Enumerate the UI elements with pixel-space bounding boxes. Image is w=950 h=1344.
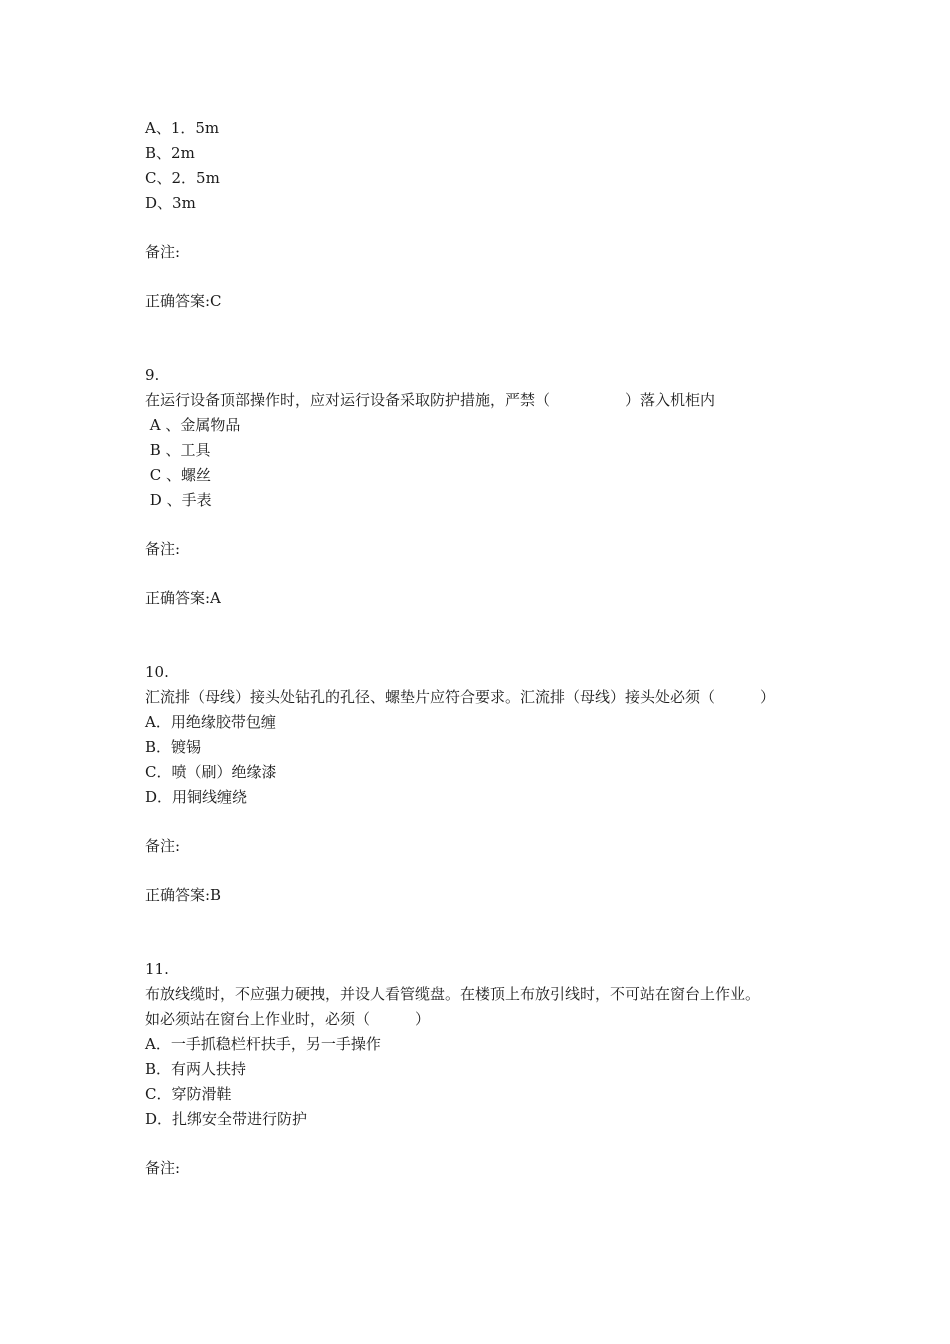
option-b: B、2m (145, 144, 195, 162)
correct-answer: 正确答案:A (145, 589, 221, 607)
note-label: 备注: (145, 1159, 181, 1177)
option-a: A 、金属物品 (145, 416, 241, 434)
option-b: B．有两人扶持 (145, 1060, 247, 1078)
question-8 (145, 116, 845, 314)
option-c: C．穿防滑鞋 (145, 1085, 232, 1103)
option-a: A．用绝缘胶带包缠 (145, 713, 276, 731)
question-stem: 在运行设备顶部操作时，应对运行设备采取防护措施，严禁（ ）落入机柜内 (145, 391, 716, 409)
option-c: C、2．5m (145, 169, 220, 187)
question-11 (145, 957, 845, 1181)
question-stem-line-2: 如必须站在窗台上作业时，必须（ ） (145, 1010, 431, 1028)
option-b: B 、工具 (145, 441, 211, 459)
question-number: 9. (145, 366, 160, 384)
option-a: A．一手抓稳栏杆扶手，另一手操作 (145, 1035, 381, 1053)
correct-answer: 正确答案:C (145, 292, 222, 310)
question-number: 10. (145, 663, 169, 681)
note-label: 备注: (145, 540, 181, 558)
option-d: D 、手表 (145, 491, 212, 509)
option-d: D、3m (145, 194, 196, 212)
question-stem-line-1: 布放线缆时，不应强力硬拽，并设人看管缆盘。在楼顶上布放引线时，不可站在窗台上作业。 (145, 985, 761, 1003)
option-b: B．镀锡 (145, 738, 202, 756)
document-page (145, 116, 845, 1181)
correct-answer: 正确答案:B (145, 886, 222, 904)
question-10 (145, 660, 845, 908)
question-9 (145, 363, 845, 611)
note-label: 备注: (145, 837, 181, 855)
option-d: D．扎绑安全带进行防护 (145, 1110, 308, 1128)
option-a: A、1．5m (145, 119, 220, 137)
option-c: C 、螺丝 (145, 466, 212, 484)
note-label: 备注: (145, 243, 181, 261)
option-d: D．用铜线缠绕 (145, 788, 248, 806)
question-number: 11. (145, 960, 169, 978)
question-stem: 汇流排（母线）接头处钻孔的孔径、螺垫片应符合要求。汇流排（母线）接头处必须（ ） (145, 688, 776, 706)
option-c: C．喷（刷）绝缘漆 (145, 763, 277, 781)
